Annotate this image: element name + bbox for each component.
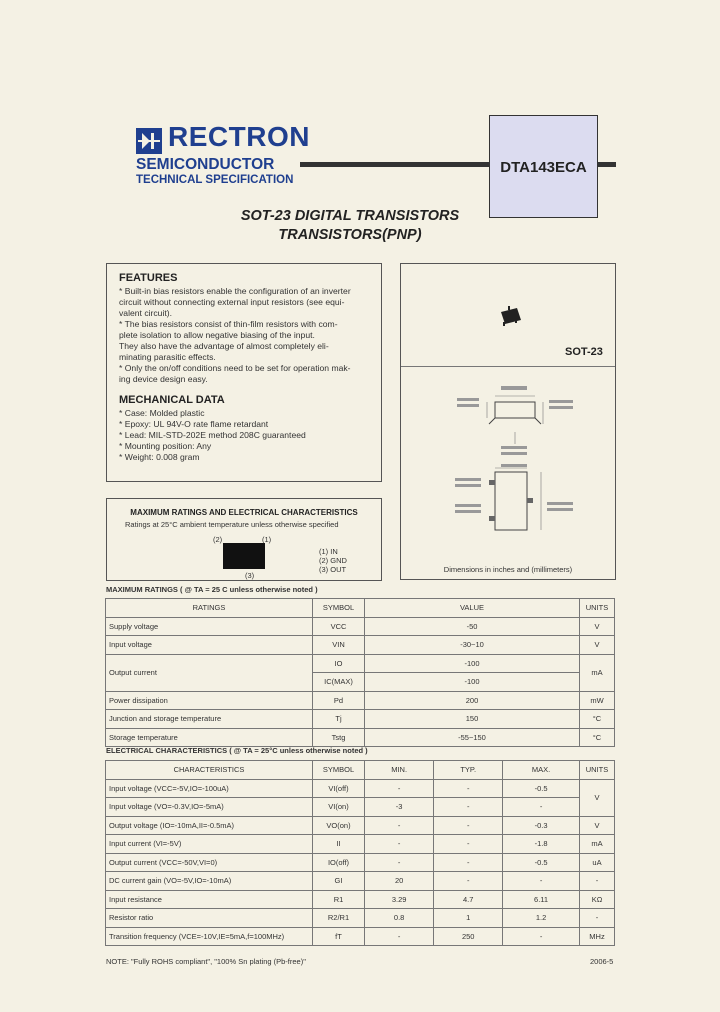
cell: 4.7 [434, 890, 503, 909]
column-header: MIN. [365, 761, 434, 780]
tech-spec-label: TECHNICAL SPECIFICATION [136, 174, 294, 186]
cell: - [434, 816, 503, 835]
header-rule-right [598, 162, 616, 167]
feature-line: * Built-in bias resistors enable the configuration of an inverter [119, 286, 351, 296]
cell: - [580, 909, 615, 928]
cell: -50 [365, 617, 580, 636]
cell: mA [580, 835, 615, 854]
cell: - [365, 779, 434, 798]
table-header-row [106, 599, 615, 618]
table-row [106, 853, 615, 872]
column-header: SYMBOL [313, 761, 365, 780]
mechanical-line: * Mounting position: Any [119, 441, 212, 451]
pin-legend-item: (2) GND [319, 556, 347, 565]
cell: -0.5 [503, 779, 580, 798]
cell: -100 [365, 673, 580, 692]
cell: - [434, 872, 503, 891]
cell: -100 [365, 654, 580, 673]
pin-legend-item: (1) IN [319, 547, 338, 556]
rectron-logo-icon [136, 128, 162, 154]
column-header: CHARACTERISTICS [106, 761, 313, 780]
cell: VIN [313, 636, 365, 655]
cell: GI [313, 872, 365, 891]
cell: Tj [313, 710, 365, 729]
cell: - [434, 853, 503, 872]
table-row [106, 691, 615, 710]
column-header: RATINGS [106, 599, 313, 618]
cell: 6.11 [503, 890, 580, 909]
table-row [106, 909, 615, 928]
cell: Output voltage (IO=-10mA,II=-0.5mA) [106, 816, 313, 835]
features-heading: FEATURES [119, 272, 178, 284]
feature-line: plete isolation to allow negative biasing of the input. [119, 330, 315, 340]
footer-note: NOTE: "Fully ROHS compliant", "100% Sn plating (Pb-free)" [106, 957, 306, 966]
mechanical-line: * Lead: MIL-STD-202E method 208C guaranteed [119, 430, 306, 440]
cell: VO(on) [313, 816, 365, 835]
cell: - [365, 927, 434, 946]
feature-line: * Only the on/off conditions need to be set for operation mak- [119, 363, 351, 373]
cell: Storage temperature [106, 728, 313, 747]
cell: V [580, 816, 615, 835]
ratings-heading: MAXIMUM RATINGS AND ELECTRICAL CHARACTERISTICS [130, 508, 358, 517]
cell: - [365, 853, 434, 872]
max-ratings-table [105, 598, 615, 747]
cell: Tstg [313, 728, 365, 747]
feature-line: They also have the advantage of almost completely eli- [119, 341, 329, 351]
side-view-drawing-icon [451, 384, 581, 464]
cell: - [503, 872, 580, 891]
elec-caption: ELECTRICAL CHARACTERISTICS ( @ TA = 25°C unless otherwise noted ) [106, 746, 368, 755]
semiconductor-label: SEMICONDUCTOR [136, 156, 275, 173]
cell: mW [580, 691, 615, 710]
table-row [106, 798, 615, 817]
cell: IC(MAX) [313, 673, 365, 692]
cell: Input resistance [106, 890, 313, 909]
cell: mA [580, 654, 615, 691]
cell: 1.2 [503, 909, 580, 928]
cell: -30~10 [365, 636, 580, 655]
cell: KΩ [580, 890, 615, 909]
ratings-box [106, 498, 382, 581]
cell: V [580, 636, 615, 655]
pin-legend-item: (3) OUT [319, 565, 347, 574]
cell: Input voltage (VCC=-5V,IO=-100uA) [106, 779, 313, 798]
cell: 150 [365, 710, 580, 729]
cell: 200 [365, 691, 580, 710]
cell: Power dissipation [106, 691, 313, 710]
sot23-symbol-icon [223, 543, 265, 569]
package-divider [401, 366, 615, 367]
cell: V [580, 779, 615, 816]
feature-line: minating parasitic effects. [119, 352, 216, 362]
cell: 1 [434, 909, 503, 928]
mechanical-line: * Case: Molded plastic [119, 408, 205, 418]
cell: Input voltage (VO=-0.3V,IO=-5mA) [106, 798, 313, 817]
mechanical-line: * Weight: 0.008 gram [119, 452, 200, 462]
cell: - [580, 872, 615, 891]
table-row [106, 835, 615, 854]
max-ratings-caption: MAXIMUM RATINGS ( @ TA = 25 C unless otherwise noted ) [106, 585, 318, 594]
footer-code: 2006-5 [590, 957, 614, 966]
cell: - [365, 835, 434, 854]
cell: - [434, 835, 503, 854]
cell: -0.3 [503, 816, 580, 835]
cell: V [580, 617, 615, 636]
brand-name: RECTRON [168, 121, 310, 152]
mechanical-heading: MECHANICAL DATA [119, 394, 225, 406]
table-row [106, 636, 615, 655]
cell: IO(off) [313, 853, 365, 872]
cell: Pd [313, 691, 365, 710]
title-line-2: TRANSISTORS(PNP) [278, 227, 422, 243]
cell: fT [313, 927, 365, 946]
cell: 3.29 [365, 890, 434, 909]
table-row [106, 779, 615, 798]
column-header: UNITS [580, 599, 615, 618]
column-header: UNITS [580, 761, 615, 780]
package-box [400, 263, 616, 580]
cell: - [365, 816, 434, 835]
pin-legend [319, 547, 347, 574]
part-number: DTA143ECA [500, 159, 587, 176]
cell: VI(off) [313, 779, 365, 798]
table-row [106, 872, 615, 891]
package-label: SOT-23 [565, 346, 603, 358]
cell: - [503, 798, 580, 817]
cell: - [434, 798, 503, 817]
cell: °C [580, 728, 615, 747]
pin-label: (2) [213, 535, 223, 544]
cell: -55~150 [365, 728, 580, 747]
cell: - [434, 779, 503, 798]
cell: Supply voltage [106, 617, 313, 636]
cell: -3 [365, 798, 434, 817]
elec-table [105, 760, 615, 946]
cell: II [313, 835, 365, 854]
table-row [106, 728, 615, 747]
pin-label: (3) [245, 571, 255, 580]
cell: uA [580, 853, 615, 872]
features-list [119, 286, 351, 385]
cell: Output current [106, 654, 313, 691]
cell: Input current (VI=-5V) [106, 835, 313, 854]
cell: Resistor ratio [106, 909, 313, 928]
feature-line: circuit without connecting external input resistors (see equi- [119, 297, 345, 307]
table-row [106, 890, 615, 909]
mechanical-line: * Epoxy: UL 94V-O rate flame retardant [119, 419, 269, 429]
feature-line: * The bias resistors consist of thin-film resistors with com- [119, 319, 338, 329]
cell: °C [580, 710, 615, 729]
cell: Transition frequency (VCE=-10V,IE=5mA,f=100MHz) [106, 927, 313, 946]
table-row [106, 710, 615, 729]
cell: - [503, 927, 580, 946]
cell: 20 [365, 872, 434, 891]
cell: DC current gain (VO=-5V,IO=-10mA) [106, 872, 313, 891]
top-view-drawing-icon [451, 464, 581, 544]
table-header-row [106, 761, 615, 780]
cell: Output current (VCC=-50V,VI=0) [106, 853, 313, 872]
ratings-note: Ratings at 25°C ambient temperature unless otherwise specified [125, 520, 339, 529]
dimensions-caption: Dimensions in inches and (millimeters) [443, 565, 573, 574]
table-row [106, 617, 615, 636]
mechanical-list [119, 408, 306, 463]
pin-label: (1) [262, 535, 272, 544]
column-header: TYP. [434, 761, 503, 780]
column-header: SYMBOL [313, 599, 365, 618]
column-header: MAX. [503, 761, 580, 780]
cell: 0.8 [365, 909, 434, 928]
cell: R1 [313, 890, 365, 909]
cell: Input voltage [106, 636, 313, 655]
cell: R2/R1 [313, 909, 365, 928]
cell: Junction and storage temperature [106, 710, 313, 729]
title-line-1: SOT-23 DIGITAL TRANSISTORS [240, 208, 460, 224]
cell: VI(on) [313, 798, 365, 817]
sot23-package-icon [497, 306, 523, 328]
features-box [106, 263, 382, 482]
table-row [106, 816, 615, 835]
feature-line: valent circuit). [119, 308, 173, 318]
cell: MHz [580, 927, 615, 946]
column-header: VALUE [365, 599, 580, 618]
header-rule [300, 162, 489, 167]
cell: -1.8 [503, 835, 580, 854]
feature-line: ing device design easy. [119, 374, 208, 384]
cell: 250 [434, 927, 503, 946]
table-row [106, 654, 615, 673]
cell: IO [313, 654, 365, 673]
cell: VCC [313, 617, 365, 636]
cell: -0.5 [503, 853, 580, 872]
table-row [106, 927, 615, 946]
